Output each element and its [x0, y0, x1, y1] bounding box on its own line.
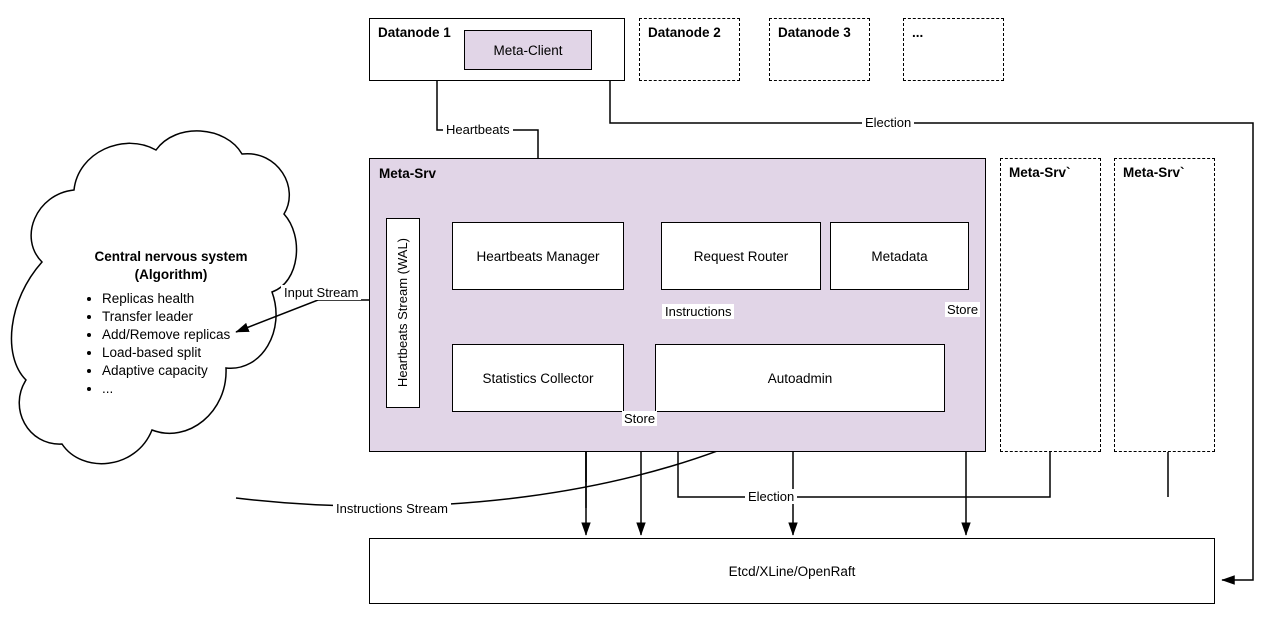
cloud-title [56, 248, 286, 284]
cloud-item: • Load-based split [102, 344, 286, 362]
statistics-collector-label: Statistics Collector [482, 370, 594, 386]
edge-label-store-right: Store [947, 302, 979, 317]
datanode-more-label: ... [912, 25, 924, 40]
meta-srv-replica-1-box[interactable] [1000, 158, 1101, 452]
cloud-item: • Replicas health [102, 290, 286, 308]
heartbeats-manager-label: Heartbeats Manager [476, 248, 600, 264]
edge-label-election-bottom: Election [745, 489, 797, 504]
metadata-box[interactable] [830, 222, 969, 290]
cloud-content [56, 248, 286, 398]
meta-client-box[interactable] [464, 30, 592, 70]
cloud-item-list [56, 290, 286, 398]
heartbeats-stream-wal-box [386, 218, 420, 408]
cloud-title-line1: Central nervous system [94, 249, 248, 264]
request-router-label: Request Router [693, 248, 789, 264]
heartbeats-manager-box[interactable] [452, 222, 624, 290]
datanode-1-label: Datanode 1 [378, 25, 451, 40]
meta-client-label: Meta-Client [493, 42, 563, 58]
datanode-2-box[interactable] [639, 18, 740, 81]
autoadmin-label: Autoadmin [767, 370, 833, 386]
datanode-3-label: Datanode 3 [778, 25, 851, 40]
cloud-item: • Adaptive capacity [102, 362, 286, 380]
meta-srv-label: Meta-Srv [379, 166, 437, 181]
request-router-box[interactable] [661, 222, 821, 290]
edge-label-election-top: Election [862, 115, 914, 130]
meta-srv-replica-2-label: Meta-Srv` [1123, 165, 1185, 180]
datanode-more-box[interactable] [903, 18, 1004, 81]
datanode-3-box[interactable] [769, 18, 870, 81]
cloud-title-line2: (Algorithm) [134, 267, 208, 283]
cloud-item: • Transfer leader [102, 308, 286, 326]
meta-srv-replica-1-label: Meta-Srv` [1009, 165, 1071, 180]
cloud-item: • ... [102, 380, 286, 398]
datanode-2-label: Datanode 2 [648, 25, 721, 40]
cloud-item: • Add/Remove replicas [102, 326, 286, 344]
statistics-collector-box[interactable] [452, 344, 624, 412]
autoadmin-box[interactable] [655, 344, 945, 412]
heartbeats-stream-wal-label: Heartbeats Stream (WAL) [394, 238, 410, 388]
edge-label-instructions: Instructions [662, 304, 734, 319]
meta-srv-replica-2-box[interactable] [1114, 158, 1215, 452]
edge-label-instructions-stream: Instructions Stream [333, 501, 451, 516]
metadata-label: Metadata [871, 248, 928, 264]
store-backend-label: Etcd/XLine/OpenRaft [728, 563, 856, 579]
edge-label-store-left: Store [624, 411, 656, 426]
edge-label-heartbeats: Heartbeats [443, 122, 513, 137]
store-backend-box[interactable] [369, 538, 1215, 604]
edge-label-input-stream: Input Stream [281, 285, 361, 300]
